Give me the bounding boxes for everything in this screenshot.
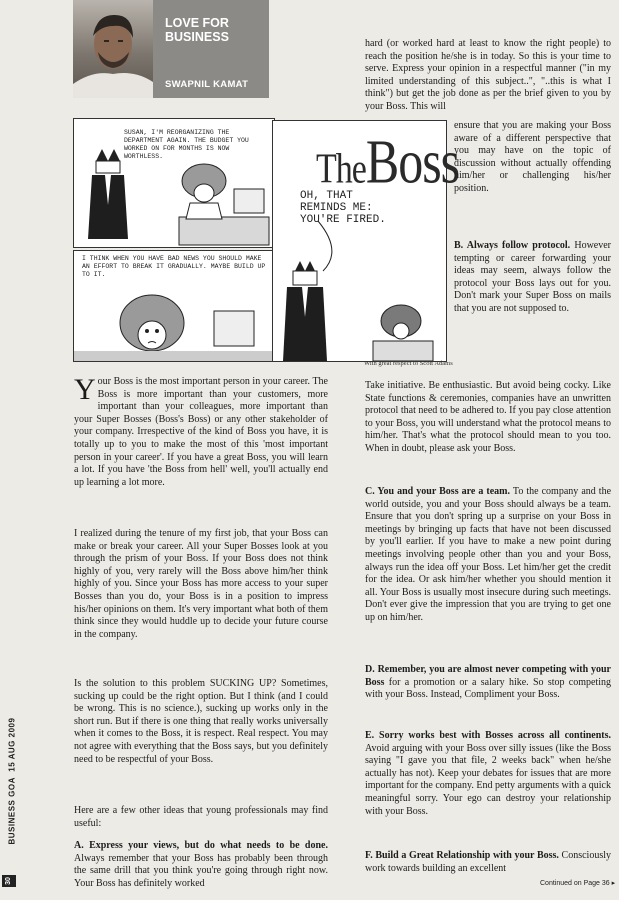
article-paragraph-4: Here are a few other ideas that young professionals may find useful:: [74, 805, 328, 829]
column-title-line1: LOVE FOR: [165, 16, 229, 30]
publication-name: BUSINESS GOA: [7, 777, 17, 845]
comic-panel-2-caption: I THINK WHEN YOU HAVE BAD NEWS YOU SHOULD MAKE AN EFFORT TO BREAK IT GRADUALLY. MAYBE BUILD UP TO IT.: [82, 255, 266, 278]
point-e-heading: E. Sorry works best with Bosses across all continents.: [365, 730, 611, 741]
point-f: [365, 850, 611, 875]
page-number: 30: [2, 875, 16, 887]
comic-boss-and-susan-icon: [74, 119, 274, 247]
comic-panel-3-bubble: OH, THAT REMINDS ME: YOU'RE FIRED.: [300, 190, 386, 226]
point-c-body: To the company and the world outside, you and your Boss should always be a team. Ensure that you don't spring up a surprise on your Boss in meetings by bringing up facts that have not been discussed by you'll earlier. If you have to make a new point during meetings involving people other than you and your Boss, always run the idea off your Boss. Let him/her get the credit for the idea. Or ask him/her whether you should mention it all. Your Boss is usually most insecure during such meetings. Don't ever give the impression that you are trying to get one up on him/her.: [365, 486, 612, 623]
comic-title-boss: Boss: [365, 126, 460, 197]
point-b-heading: B. Always follow protocol.: [454, 240, 571, 251]
point-b-continued: Take initiative. Be enthusiastic. But avoid being cocky. Like State functions & ceremonies, companies have an unwritten protocol that need to be adhered to. If you pay close attention to your Boss, you will understand what the protocol means to him/her. That's what the protocol should mean to you too. When in doubt, please ask your Boss.: [365, 380, 611, 454]
column-title-line2: BUSINESS: [165, 30, 229, 44]
point-d: [365, 664, 611, 702]
author-portrait-icon: [73, 0, 153, 98]
comic-susan-closeup-icon: [74, 251, 274, 361]
column-title: [165, 16, 229, 44]
comic-credit: With great respect to Scott Adams: [364, 360, 453, 367]
point-a-heading: A. Express your views, but do what needs to be done.: [74, 840, 328, 851]
point-c: [365, 486, 611, 625]
comic-title-the: The: [316, 146, 366, 193]
article-paragraph-1: [74, 373, 328, 489]
point-d-heading: D. Remember, you are almost never competing with your Boss: [365, 664, 611, 688]
point-a-body: Always remember that your Boss has probably been through the same drill that you think you're going through right now. Your Boss has definitely worked: [74, 852, 328, 889]
comic-panel-1: [73, 118, 275, 248]
continued-on-link[interactable]: Continued on Page 36 ▸: [540, 880, 616, 887]
right-column-continuation: hard (or worked hard at least to know the right people) to reach the position he/she is in today. So this is your time to serve. Express your opinion in a respectful manner ("in my limited understanding of this subject..", "..this is what I think") but get the job done as per the brief given to you by your Boss. This will: [365, 38, 611, 112]
article-paragraph-2: I realized during the tenure of my first job, that your Boss can make or break your career. All your Super Bosses look at you through the prism of your Boss. If your Boss does not think highly of you, very rarely will the Boss above him/her think highly of you. Since your Boss has more access to your super Bosses than you do, your Boss is in a position to impress his/her opinions on them. It's very important what both of them think since they would huddle up to decide your future course in the company.: [74, 528, 328, 640]
point-a: [74, 840, 328, 890]
author-name: SWAPNIL KAMAT: [165, 79, 249, 90]
issue-date: 15 AUG 2009: [7, 717, 17, 772]
point-e-body: Avoid arguing with your Boss over silly issues (like the Boss saying "I gave you that file, 2 weeks back" when he/she actually has not). Keep your debates for issues that are more important for the company. End petty arguments with a quick meaningful sorry. Your ego can destroy your relationship with your Boss.: [365, 742, 611, 817]
right-column-continuation-2: ensure that you are making your Boss aware of a different perspective that you may have on the topic of discussion without actually offending him/her or challenging his/her position.: [454, 120, 611, 194]
drop-cap: Y: [74, 373, 96, 406]
point-f-heading: F. Build a Great Relationship with your Boss.: [365, 850, 559, 861]
point-e: [365, 730, 611, 818]
comic-panel-1-caption: SUSAN, I'M REORGANIZING THE DEPARTMENT AGAIN. THE BUDGET YOU WORKED ON FOR MONTHS IS NOW WORTHLESS.: [124, 129, 249, 160]
author-photo: [73, 0, 153, 98]
column-header: [73, 0, 269, 98]
point-d-body: for a promotion or a salary hike. So stop competing with your Boss. Instead, Compliment your Boss.: [365, 676, 611, 701]
comic-panel-2: [73, 250, 275, 362]
article-paragraph-3: Is the solution to this problem SUCKING UP? Sometimes, sucking up could be the right option. But I think (and I could be wrong. This is no science.), sucking up works only in the short run. But if there is one thing that really works universally when it comes to the Boss, it is respect. Real respect. You may not agree with everything that the Boss says, but you definitely need to be respectful of your Boss.: [74, 678, 328, 765]
point-b-body: However tempting or career forwarding your ideas may seem, always follow the protocol your Boss lays out for you. Don't mark your Super Boss on mails that you are not supposed to.: [454, 240, 611, 314]
gutter-publication: [7, 717, 17, 845]
point-c-heading: C. You and your Boss are a team.: [365, 486, 511, 497]
point-b: [454, 240, 611, 316]
paragraph-1-text: our Boss is the most important person in your career. The Boss is more important than your customers, more important than your colleagues, more important than your Super Bosses (Boss's Boss) or any other stakeholder of your company. Irrespective of the kind of Boss you have, it is totally up to you to make the most of this 'most important person in your career'. If you have a great Boss, you will learn a lot. If you have 'the Boss from hell' well, you'll actually end up learning a lot more.: [74, 376, 328, 488]
page-gutter: [0, 0, 18, 900]
point-f-body: Consciously work towards building an excellent: [365, 850, 611, 874]
